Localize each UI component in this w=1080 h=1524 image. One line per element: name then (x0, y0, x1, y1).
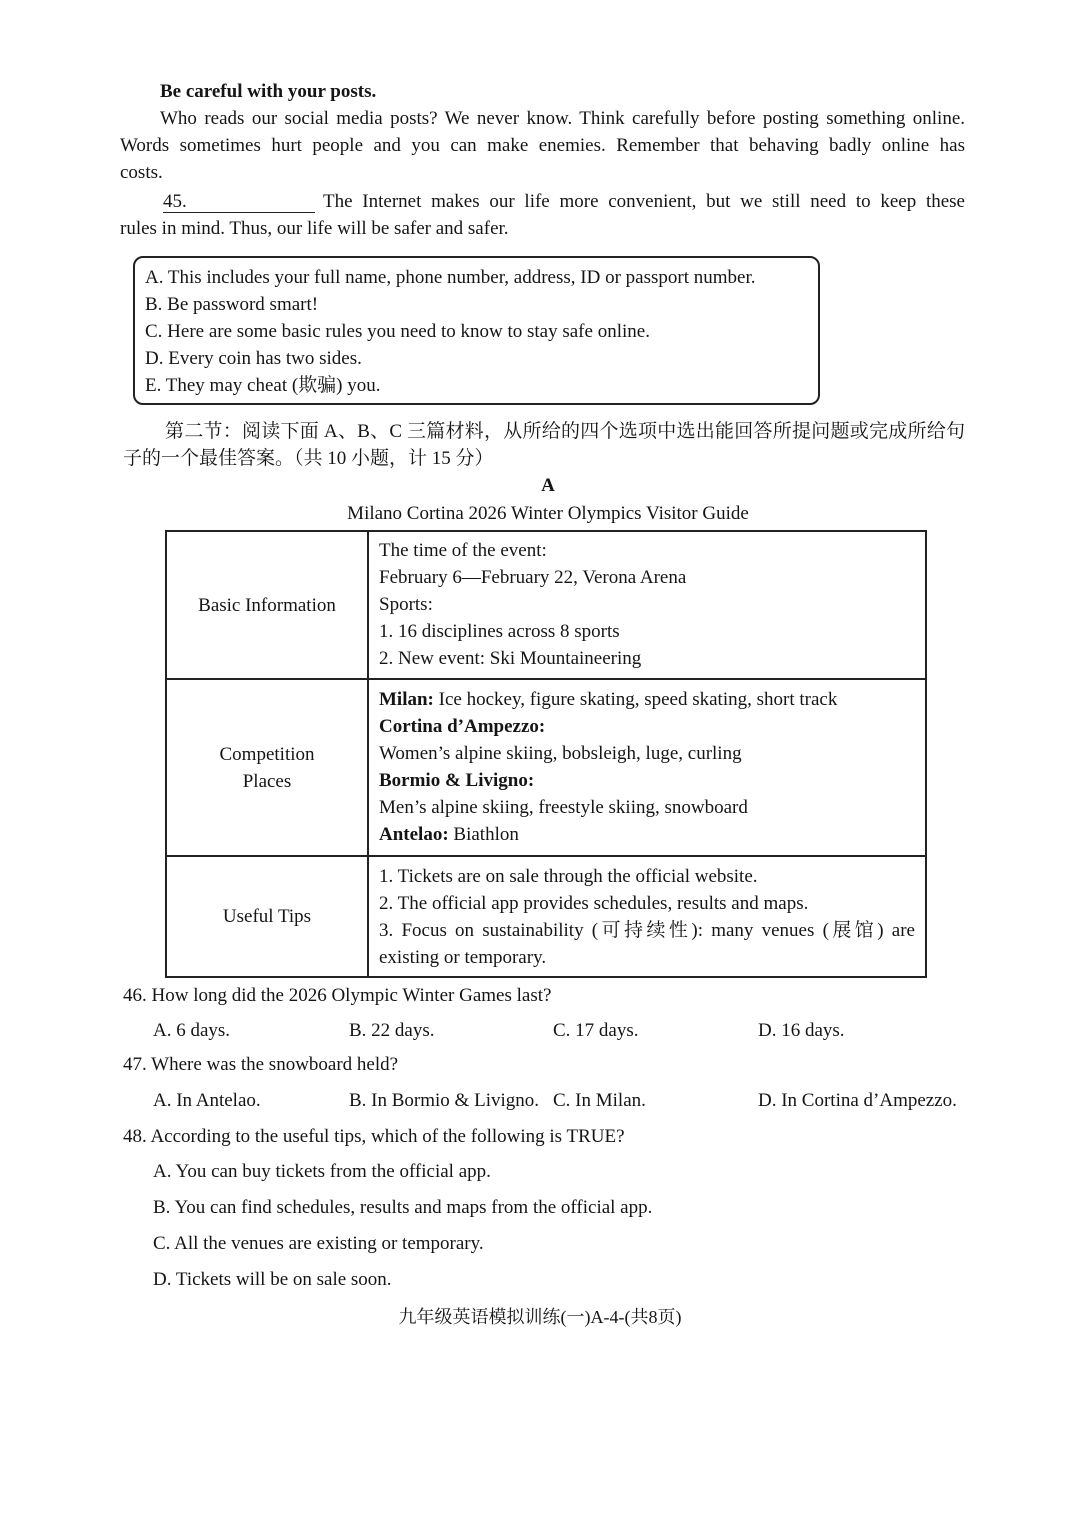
question-48-option-c: C. All the venues are existing or temporary. (153, 1233, 484, 1254)
passage-paragraph (120, 105, 965, 186)
options-box (133, 256, 820, 405)
place-name: Bormio & Livigno: (379, 770, 535, 791)
place-events: Ice hockey, figure skating, speed skating, short track (438, 689, 838, 710)
paragraph-line: Words sometimes hurt people and you can make enemies. Remember that behaving badly online has (120, 135, 965, 156)
content-line: February 6—February 22, Verona Arena (379, 567, 687, 588)
place-name: Cortina d’Ampezzo: (379, 716, 546, 737)
place-events: Biathlon (453, 824, 519, 845)
content-line: 1. 16 disciplines across 8 sports (379, 621, 620, 642)
question-47-option-d: D. In Cortina d’Ampezzo. (758, 1090, 957, 1111)
content-line: Sports: (379, 594, 433, 615)
row-header-text: Useful Tips (222, 906, 312, 927)
tip-line: 2. The official app provides schedules, results and maps. (379, 893, 809, 914)
option-d: D. Every coin has two sides. (145, 348, 362, 369)
place-name: Milan: (379, 689, 434, 710)
paragraph-line: costs. (120, 162, 163, 183)
option-e: E. They may cheat (欺骗) you. (145, 375, 381, 396)
row-header-text: Competition (219, 743, 315, 765)
question-46-option-d: D. 16 days. (758, 1020, 845, 1041)
option-c: C. Here are some basic rules you need to know to stay safe online. (145, 321, 650, 342)
question-46-option-a: A. 6 days. (153, 1020, 231, 1041)
question-46-stem: 46. How long did the 2026 Olympic Winter Games last? (123, 985, 552, 1006)
paragraph-line: The Internet makes our life more convenient, but we still need to keep these (323, 191, 965, 212)
useful-tips-header (167, 857, 367, 976)
place-antelao (379, 821, 915, 848)
paragraph-line: rules in mind. Thus, our life will be safer and safer. (120, 218, 509, 239)
question-number: 45. (163, 191, 187, 212)
question-45-first-line (163, 188, 965, 215)
answer-blank (163, 188, 315, 213)
row-header-text: Basic Information (198, 594, 336, 616)
place-events: Men’s alpine skiing, freestyle skiing, snowboard (379, 797, 748, 818)
option-a: A. This includes your full name, phone number, address, ID or passport number. (145, 267, 756, 288)
tip-line: 3. Focus on sustainability (可持续性): many venues (展馆) are (379, 920, 915, 941)
question-47-option-b: B. In Bormio & Livigno. (349, 1090, 539, 1111)
row-header-text: Places (242, 770, 292, 792)
passage-label: A (541, 475, 555, 496)
competition-places-header (167, 680, 367, 855)
visitor-guide-table (165, 530, 927, 978)
page-footer: 九年级英语模拟训练(一)A-4-(共8页) (398, 1307, 682, 1327)
content-line: The time of the event: (379, 540, 547, 561)
paragraph-line: Who reads our social media posts? We never know. Think carefully before posting something online. (160, 108, 965, 129)
place-events: Women’s alpine skiing, bobsleigh, luge, curling (379, 743, 742, 764)
question-48-option-d: D. Tickets will be on sale soon. (153, 1269, 392, 1290)
place-name: Antelao: (379, 824, 449, 845)
question-47-option-a: A. In Antelao. (153, 1090, 261, 1111)
question-47-option-c: C. In Milan. (553, 1090, 646, 1111)
content-line: 2. New event: Ski Mountaineering (379, 648, 642, 669)
question-45 (120, 188, 965, 242)
instruction-line: 子的一个最佳答案。（共 10 小题，计 15 分） (123, 448, 494, 469)
tip-line: existing or temporary. (379, 947, 547, 968)
basic-information-content (369, 532, 925, 678)
place-milan (379, 686, 915, 713)
section-two-instructions (123, 418, 965, 472)
question-46-option-b: B. 22 days. (349, 1020, 435, 1041)
passage-heading: Be careful with your posts. (160, 81, 377, 102)
option-b: B. Be password smart! (145, 294, 319, 315)
question-48-option-a: A. You can buy tickets from the official app. (153, 1161, 491, 1182)
tip-line: 1. Tickets are on sale through the official website. (379, 866, 758, 887)
competition-places-content (369, 680, 925, 855)
question-48-stem: 48. According to the useful tips, which of the following is TRUE? (123, 1126, 625, 1147)
question-46-option-c: C. 17 days. (553, 1020, 639, 1041)
question-48-option-b: B. You can find schedules, results and maps from the official app. (153, 1197, 653, 1218)
useful-tips-content (369, 857, 925, 976)
question-47-stem: 47. Where was the snowboard held? (123, 1054, 399, 1075)
guide-title: Milano Cortina 2026 Winter Olympics Visitor Guide (347, 503, 749, 524)
instruction-line: 第二节：阅读下面 A、B、C 三篇材料，从所给的四个选项中选出能回答所提问题或完成所给句 (165, 421, 965, 442)
basic-information-header (167, 532, 367, 678)
